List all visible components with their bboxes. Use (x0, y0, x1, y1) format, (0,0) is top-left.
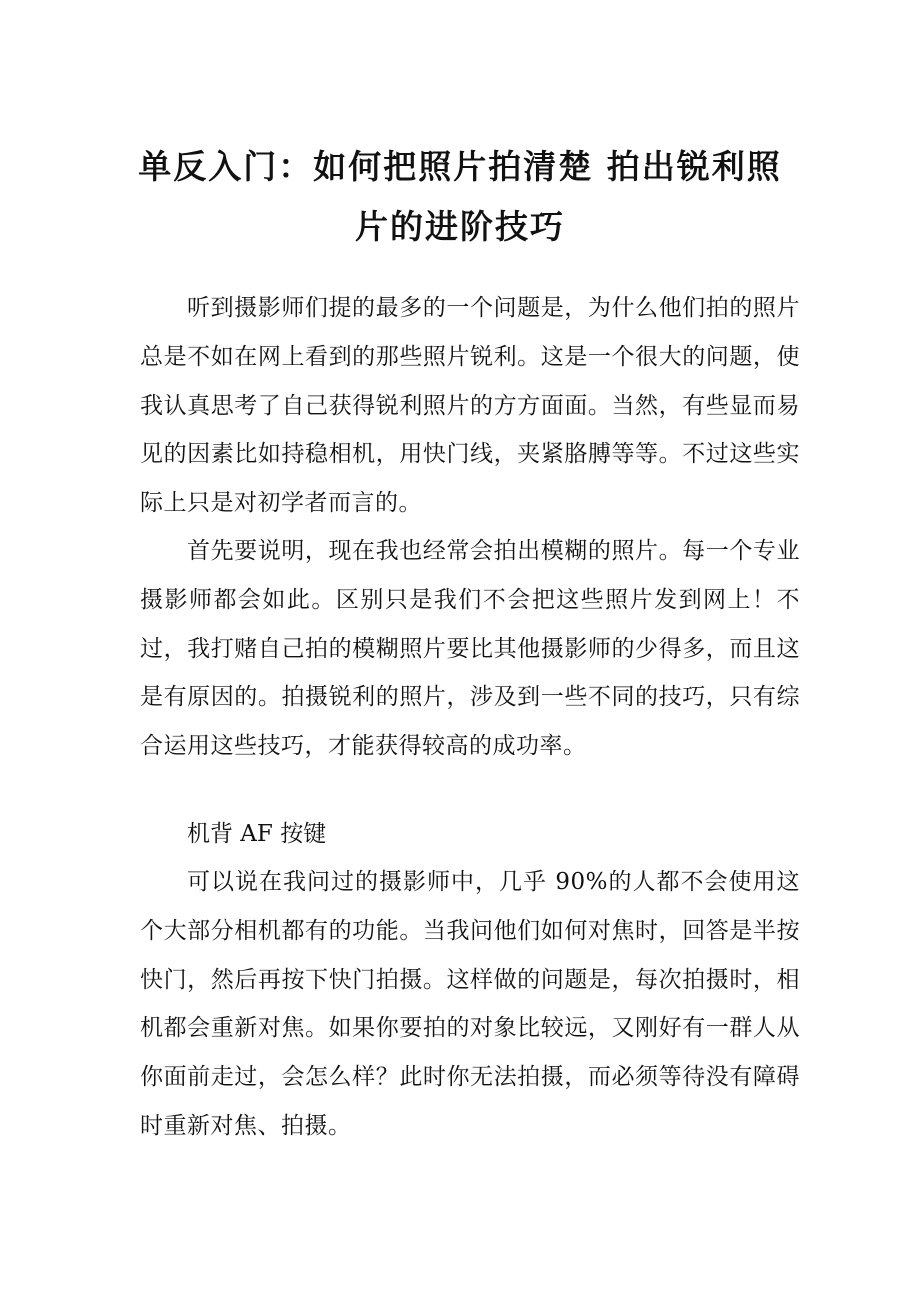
section-heading: 机背 AF 按键 (187, 821, 327, 847)
title-line-1: 单反入门：如何把照片拍清楚 拍出锐利照 (138, 147, 782, 186)
paragraph-blurry-photos: 首先要说明，现在我也经常会拍出模糊的照片。每一个专业摄影师都会如此。区别只是我们不会把这些照片发到网上！不过，我打赌自己拍的模糊照片要比其他摄影师的少得多，而且这是有原因的。拍摄锐利的照片，涉及到一些不同的技巧，只有综合运用这些技巧，才能获得较高的成功率。 (140, 538, 800, 760)
title-line-2: 片的进阶技巧 (355, 207, 565, 246)
paragraph-af-button: 可以说在我问过的摄影师中，几乎 90%的人都不会使用这个大部分相机都有的功能。当我问他们如何对焦时，回答是半按快门，然后再按下快门拍摄。这样做的问题是，每次拍摄时，相机都会重新对焦。如果你要拍的对象比较远，又刚好有一群人从你面前走过，会怎么样？此时你无法拍摄，而必须等待没有障碍时重新对焦、拍摄。 (140, 869, 800, 1139)
paragraph-intro: 听到摄影师们提的最多的一个问题是，为什么他们拍的照片总是不如在网上看到的那些照片锐利。这是一个很大的问题，使我认真思考了自己获得锐利照片的方方面面。当然，有些显而易见的因素比如持稳相机，用快门线，夹紧胳膊等等。不过这些实际上只是对初学者而言的。 (140, 295, 800, 517)
